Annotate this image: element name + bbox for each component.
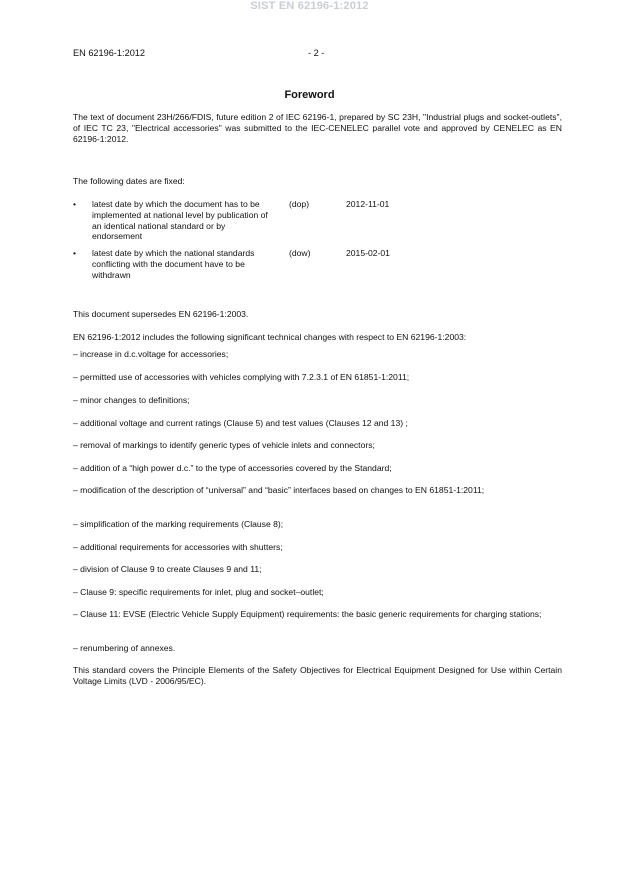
watermark: SIST EN 62196-1:2012	[250, 0, 369, 12]
intro-paragraph: The text of document 23H/266/FDIS, future edition 2 of IEC 62196-1, prepared by SC 23H, "Industrial plugs and socket-outlets", of IEC TC 23, "Electrical accessories" was submitted to the IEC-CENELEC parallel vote and approved by CENELEC as EN 62196-1:2012.	[73, 112, 562, 144]
change-item: – increase in d.c.voltage for accessories;	[73, 349, 229, 359]
bullet-marker: •	[73, 248, 77, 258]
header-document-id: EN 62196-1:2012	[73, 48, 146, 58]
changes-intro: EN 62196-1:2012 includes the following significant technical changes with respect to EN 62196-1:2003:	[73, 332, 467, 342]
change-item: – removal of markings to identify generic types of vehicle inlets and connectors;	[73, 440, 375, 450]
supersedes-paragraph: This document supersedes EN 62196-1:2003.	[73, 309, 249, 319]
change-item: – permitted use of accessories with vehicles complying with 7.2.3.1 of EN 61851-1:2011;	[73, 372, 410, 382]
date-item-text: latest date by which the national standards conflicting with the document have to be withdrawn	[92, 248, 255, 280]
date-item-text: latest date by which the document has to be implemented at national level by publication of an identical national standard or by endorsement	[92, 199, 268, 242]
bullet-marker: •	[73, 199, 77, 209]
change-item: – renumbering of annexes.	[73, 643, 176, 653]
change-item: – simplification of the marking requirements (Clause 8);	[73, 519, 284, 529]
change-item: – additional requirements for accessories with shutters;	[73, 542, 283, 552]
change-item: – modification of the description of “universal” and “basic” interfaces based on changes to EN 61851-1:2011;	[73, 485, 485, 495]
change-item: – Clause 9: specific requirements for inlet, plug and socket–outlet;	[73, 587, 324, 597]
change-item: – Clause 11: EVSE (Electric Vehicle Supply Equipment) requirements: the basic generic requirements for charging stations;	[73, 609, 542, 619]
dates-intro: The following dates are fixed:	[73, 176, 185, 186]
page-title: Foreword	[284, 89, 335, 101]
date-item-code: (dop)	[289, 199, 310, 209]
change-item: – addition of a “high power d.c.” to the type of accessories covered by the Standard;	[73, 463, 392, 473]
change-item: – additional voltage and current ratings (Clause 5) and test values (Clauses 12 and 13) ;	[73, 418, 408, 428]
header-page-number: - 2 -	[308, 48, 325, 58]
closing-paragraph: This standard covers the Principle Elements of the Safety Objectives for Electrical Equipment Designed for Use within Certain Voltage Limits (LVD - 2006/95/EC).	[73, 665, 562, 686]
date-item-date: 2012-11-01	[346, 199, 390, 209]
date-item-date: 2015-02-01	[346, 248, 390, 258]
change-item: – division of Clause 9 to create Clauses 9 and 11;	[73, 564, 262, 574]
date-item-code: (dow)	[289, 248, 311, 258]
change-item: – minor changes to definitions;	[73, 395, 190, 405]
